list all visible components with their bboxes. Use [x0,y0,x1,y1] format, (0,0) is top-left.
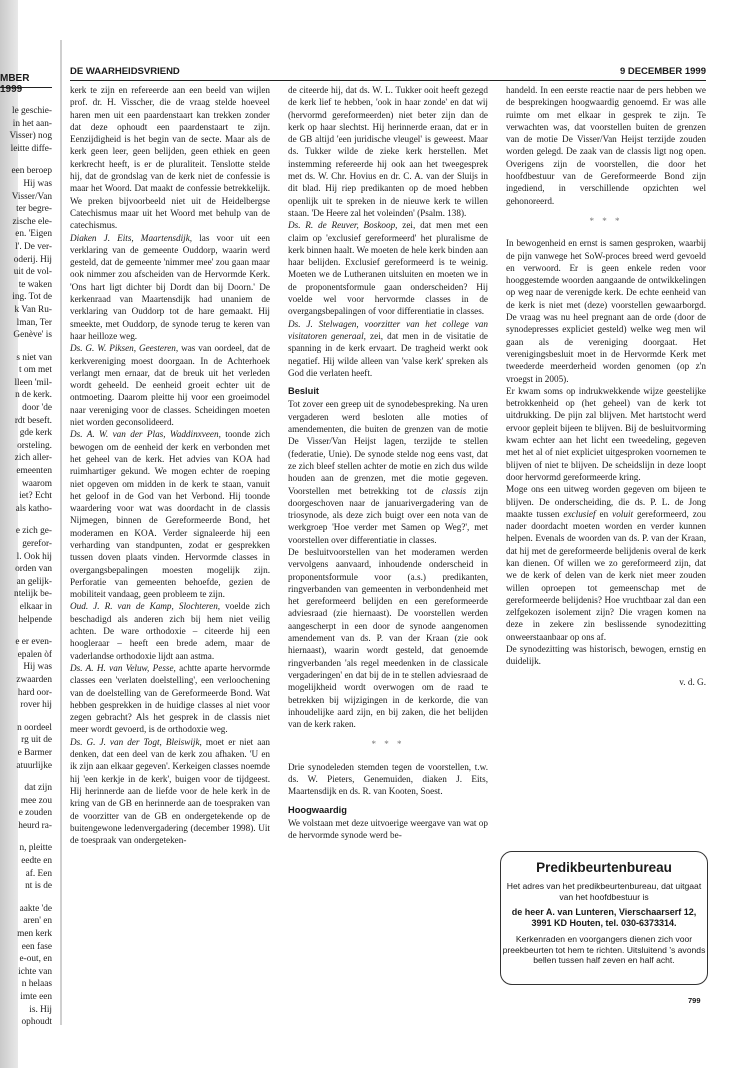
fragment-line: Hij was [23,662,52,673]
fragment-line: gde kerk [19,428,52,439]
paragraph: Ds. A. H. van Veluw, Pesse, achtte aparte hervormde classes een 'verlaten doelstelling', een verloochening van de doelstelling van de Gereformeerde Bond. Wat hebben gesprekken in de huidige classes al niet voor zegen gebracht? Als het gesprek in de classis niet meer wordt gevoerd, is de orthodoxie weg. [70,662,270,735]
paragraph: kerk te zijn en refereerde aan een beeld van wijlen prof. dr. H. Visscher, die de vraag stelde hoeveel haren men uit een paardenstaart kan trekken zonder dat deze ophoudt een paardenstaart te zijn. Eenzijdigheid is het begin van de secte. Maar als de kerk geen leer, geen belijden, geen ethiek en geen kerkrecht heeft, is er de pluraliteit. Tenslotte stelde hij, dat de grondslag van de kerk niet de confessie is maar het Woord. Dat maakt de confessie betrekkelijk. We preken bijvoorbeeld niet uit de Heidelbergse Catechismus maar uit het Woord met behulp van de catechismus. [70,85,270,231]
publication-title: DE WAARHEIDSVRIEND [70,66,180,77]
speaker-name: Ds. G. J. van der Togt, Bleiswijk, [70,736,202,747]
fragment-line: ter begre- [16,204,52,215]
paragraph: Ds. A. W. van der Plas, Waddinxveen, toonde zich bewogen om de eenheid der kerk en verbonden met het geheel van de kerk. Het advies van KOA had ruimhartiger gekund. We mogen echter de roeping niet opgeven om midden in de kerk te staan, vanuit het geloof in de God van het Verbond. Hij toonde waardering voor wat was doordacht in de classis Nijmegen, binnen de Gereformeerde Bond, het moderamen en KOA. Verder signaleerde hij een verharding van standpunten, zodat er gesprekken tussen doven plaats vinden. Hervormde classes in overgangsbepalingen moesten mogelijk zijn. Perforatie van gemeenten behoefde, gezien de mobiliteit vandaag, geen probleem te zijn. [70,429,270,600]
fragment-line: nt is de [25,881,52,892]
section-heading-hoogwaardig: Hoogwaardig [288,804,347,815]
fragment-line: le geschie- [11,106,52,116]
page-gutter [60,40,62,1025]
fragment-line: an gelijk- [16,576,52,587]
notice-address: de heer A. van Lunteren, Vierschaarserf 12, 3991 KD Houten, tel. 030-6373314. [511,907,697,929]
paragraph: Ds. G. W. Piksen, Geesteren, was van oordeel, dat de kerkvereniging moest doorgaan. In de Achterhoek verlangt men ernaar, dat de breuk uit het verleden wordt geheeld. De eenheid groeit echter uit de ontmoeting. Daarom pleitte hij voor een groeimodel naar vereniging voor de classes. Scheidingen moeten niet worden geconsolideerd. [70,343,271,428]
fragment-line: l. Ook hij [16,551,52,562]
fragment-line: e Barmer [17,747,52,758]
paragraph: Ds. R. de Reuver, Boskoop, zei, dat men met een claim op 'exclusief gereformeerd' het pluralisme de kerk binnen haalt. We moeten de hele kerk binden aan haar belijden. Exclusief gereformeerd is te weinig. Moeten we de Lutheranen uitsluiten en moeten we in de proponentsformule gaan onderscheiden? Hij voelde wel voor hervormde classes in de overgangsbepalingen of voor differentiatie in classes. [288,220,488,317]
fragment-line: door 'de [22,403,52,414]
fragment-line: s niet van [16,352,52,363]
fragment-line: rdt beseft. [14,415,52,426]
fragment-line: l'. De ver- [15,241,52,252]
fragment-line: men kerk [17,929,52,940]
fragment-line: imte een [20,992,52,1002]
fragment-line: orsteling. [17,440,52,451]
fragment-line: k Van Ru- [14,304,52,315]
section-heading-besluit: Besluit [288,386,319,397]
column-3 [506,84,706,688]
paragraph: De synodezitting was historisch, bewogen, ernstig en duidelijk. [506,644,706,667]
speaker-name: Ds. R. de Reuver, Boskoop, [288,220,398,231]
paragraph: In bewogenheid en ernst is samen gesproken, waarbij de pijn vanwege het SoW-proces breed werd gevoeld en verwoord. Er is geen enkele reden voor hooggestemde woorden aangaande de ontwikkelingen op weg naar de verenigde kerk. De echte eenheid van de kerk is niet met (deze) voorstellen gewaarborgd. De vraag was nu heel pregnant aan de orde (door de synodepresses expliciet gesteld) welke weg men wil gaan als de vereniging doorgaat. Het verenigingsbesluit moet in de Hervormde Kerk met tweederde meerderheid worden genomen (op z'n vroegst in 2005). [506,238,706,384]
fragment-line: ing. Tot de [12,292,52,303]
fragment-line: lleen 'mil- [14,377,52,388]
speaker-name: Ds. A. W. van der Plas, Waddinxveen, [70,429,221,440]
column-2 [288,84,488,842]
previous-page-fragment [0,40,52,1028]
fragment-line: zwaarden [16,674,52,685]
speaker-name: Ds. A. H. van Veluw, Pesse, [70,662,176,673]
author-signature: v. d. G. [679,676,706,687]
section-divider: * * * [371,739,405,750]
fragment-line: n oordeel [17,722,52,733]
fragment-line: helpende [18,614,52,625]
fragment-line: Visser) nog [9,131,52,142]
fragment-line: heurd ra- [18,820,52,831]
fragment-line: e zich ge- [15,526,52,537]
fragment-line: emeenten [16,466,52,477]
paragraph: Oud. J. R. van de Kamp, Slochteren, voelde zich beschadigd als anderen zich bij hem niet veilig achten. De ware orthodoxie – citeerde hij een hoogleraar – heeft een brede adem, maar de vaderlandse orthodoxie lijdt aan astma. [70,601,270,661]
fragment-line: een beroep [11,166,52,177]
fragment-line: orden van [15,564,52,575]
fragment-line: als katho- [15,503,52,514]
fragment-line: een fase [21,941,52,952]
speaker-name: Diaken J. Eits, Maartensdijk, [70,232,193,243]
fragment-line: is. Hij [29,1004,52,1015]
fragment-line: rg uit de [21,735,52,746]
paragraph: Diaken J. Eits, Maartensdijk, las voor uit een verklaring van de gemeente Ouddorp, waarin werd gesteld, dat de gemeente 'nimmer mee' zou gaan maar ook nimmer zou afscheiden van de Hervormde Kerk. 'Ons hart ligt dichter bij Dordt dan bij Doorn.' De kerkenraad van Maartensdijk had unaniem de verklaring van Ouddorp tot de hare gemaakt. Hij smeekte, met Ouddorp, de synode terug te keren van haar heilloze weg. [70,232,270,341]
fragment-line: dat zijn [24,783,52,794]
fragment-line: aren' en [23,916,52,927]
fragment-line: ichte van [18,966,52,977]
fragment-line: e-out, en [19,954,52,965]
fragment-line: n, pleitte [19,843,52,854]
fragment-line: aakte 'de [19,903,52,914]
fragment-line: iet? Echt [19,491,52,502]
fragment-line: elkaar in [19,601,52,612]
fragment-line: zich aller- [14,453,52,464]
page-number: 799 [688,996,701,1005]
running-header [70,66,706,81]
paragraph: handeld. In een eerste reactie naar de pers hebben we de besprekingen hoogwaardig genoemd. Er was alle ruimte om met elkaar in gesprek te zijn. Te verwachten was, dat voorstellen buiten de grenzen van de motie De Visser/Van Heijst terzijde zouden worden gelegd. De zaak van de classis ligt nog open. Overigens zijn de voorstellen, die door het hoofdbestuur van de Gereformeerde Bond zijn ingediend, in verschillende opzichten wel gehonoreerd. [506,85,706,206]
predikbeurtenbureau-notice [500,851,708,985]
paragraph: Ds. J. Stelwagen, voorzitter van het college van visitatoren generaal, zei, dat men in de visitatie de spanning in de kerk ervaart. De tragheid werkt ook negatief. Hij wilde alleen van 'valse kerk' spreken als God die verlaten heeft. [288,318,489,378]
paragraph: Moge ons een uitweg worden gegeven om bijeen te blijven. De onderscheiding, die ds. P. L. de Jong maakte tussen exclusief en voluit gereformeerd, zou nader doordacht moeten worden en verder kunnen helpen. Evenals de woorden van ds. P. van der Kraan, dat hij met de gereformeerde belijdenis overal de kerk kan dienen. Of willen we zo gereformeerd zijn, dat we de kerk of delen van de kerk niet meer zouden willen oproepen tot gemeenschap met de gereformeerde belijdenis? Hoe vruchtbaar zal dan een zelfgekozen isolement zijn? Die vragen komen na deze in zekere zin beslissende synodezitting onweerstaanbaar op ons af. [506,484,707,642]
fragment-line: Hij was [23,178,52,189]
notice-title: Predikbeurtenbureau [536,860,672,875]
fragment-line: oderij. Hij [13,254,52,265]
fragment-line: n de kerk. [15,390,52,401]
fragment-line: en. 'Eigen [15,229,52,240]
previous-page-header: MBER 1999 [0,73,52,88]
fragment-line: e zouden [18,808,52,819]
fragment-line: atuurlijke [16,760,52,771]
fragment-line: hard oor- [17,687,52,698]
column-1 [70,84,270,846]
fragment-line: te waken [18,279,52,290]
fragment-line: epalen òf [17,649,52,660]
fragment-line: Genève' is [13,330,52,341]
fragment-line: rover hij [20,700,52,711]
fragment-line: waarom [22,478,52,489]
previous-page-text [0,105,52,1029]
notice-intro: Het adres van het predikbeurtenbureau, dat uitgaat van het hoofdbestuur is [506,881,702,902]
fragment-line: e er even- [15,637,52,648]
paragraph: De besluitvoorstellen van het moderamen werden vervolgens aanvaard, inhoudende onderscheid in proponentsformule voor (a.s.) predikanten, ringverbanden van gemeenten in verbondenheid met het gereformeerd belijden en een gereformeerde adviesraad (zie hiernaast). De voorstellen werden aangescherpt in een door de synode aangenomen amendement van ds. P. van der Kraan (zie ook hiernaast), waarin wordt gesteld, dat genoemde ringverbanden 'als regel meedenken in de classicale vergaderingen' en dat bij de in te stellen adviesraad de mogelijkheid wordt overwogen om de raad te betrekken bij wijzigingen in de kerkorde, die van inhoudelijke aard zijn, en bij zaken, die het belijden van de kerk raken. [288,546,488,730]
paragraph: Er kwam soms op indrukwekkende wijze geestelijke betrokkenheid op (het geheel) van de kerk tot uitdrukking. De pijn zal blijven. Met hartstocht werd ervoor gepleit bijeen te blijven. Bij de besluitvorming kwam echter aan het licht een tweedeling, gegeven met het al of niet expliciet uitgesproken voornemen te blijven of niet te blijven. De scheidslijn in deze loopt door hervormd gereformeerde kring. [506,385,706,482]
fragment-line: eedte en [21,856,52,867]
fragment-line: mee zou [20,795,52,806]
fragment-line: ntelijk be- [14,589,52,600]
fragment-line: n helaas [21,979,52,990]
paragraph: We volstaan met deze uitvoerige weergave van wat op de hervormde synode werd be- [288,817,488,841]
fragment-line: zische ele- [12,216,52,227]
fragment-line: lman, Ter [16,317,52,328]
fragment-line: gerefor- [22,539,52,549]
speaker-name: Ds. G. W. Piksen, Geesteren, [70,343,179,354]
speaker-name: Oud. J. R. van de Kamp, Slochteren, [70,601,221,612]
fragment-line: leitte diffe- [10,143,52,154]
paragraph: Ds. G. J. van der Togt, Bleiswijk, moet er niet aan denken, dat een deel van de kerk zou afhaken. 'U en ik zijn aan elkaar gegeven'. Kerkeigen classes noemde hij 'een kerkje in de kerk', buigen voor de tijdgeest. Hij herinnerde aan de liefde voor de hele kerk in de kring van de GB en herinnerde aan de toespraken van de voorzitter van de GB en ondergetekende op de buitengewone ledenvergadering (december 1998). Uit de toespraak van ondergeteken- [70,736,270,846]
paragraph: de citeerde hij, dat ds. W. L. Tukker ooit heeft gezegd de kerk lief te hebben, 'ook in haar zonde' en dat wij (hervormd gereformeerden) niet beter zijn dan de kerk op haar slechtst. Hij herinnerde eraan, dat er in de GB altijd 'een juridische vleugel' is geweest. Maar ds. Tukker wilde de zieke kerk herstellen. Met instemming refereerde hij ook aan het tweegesprek met ds. W. Chr. Hovius en dr. C. A. van der Sluijs in dit blad. Hij riep predikanten op de moed hebben openlijk uit te spreken in de nieuwe kerk te willen staan. 'De Heere zal het voleinden' (Psalm. 138). [288,85,488,218]
section-divider: * * * [589,215,623,226]
fragment-line: Visser/Van [11,191,52,202]
fragment-line: uit de vol- [13,267,52,278]
paragraph: Drie synodeleden stemden tegen de voorstellen, t.w. ds. W. Pieters, Genemuiden, diaken J. Eits, Maartensdijk en ds. R. van Kooten, Soest. [288,761,488,797]
fragment-line: t om met [18,365,52,376]
fragment-line: ophoudt [21,1017,52,1028]
paragraph: Tot zover een greep uit de synodebespreking. Na uren vergaderen werd besloten alle moties of amendementen, die buiten de grenzen van de motie De Visser/Van Heijst lagen, terzijde te stellen (federatie, Unie). De synode stelde nog eens vast, dat ze zich bleef stellen achter de motie en zich dus wilde houden aan de grenzen, met die motie gegeven. Voorstellen met betrekking tot de classis zijn doorgeschoven naar de januarivergadering van de triosynode, als deze zich buigt over een nota van de werkgroep 'Hoe verder met Samen op Weg?', met voorstellen over differentiatie in classes. [288,399,488,545]
issue-date: 9 DECEMBER 1999 [619,66,706,77]
fragment-line: in het aan- [12,118,52,129]
notice-instructions: Kerkenraden en voorgangers dienen zich voor preekbeurten tot hem te richten. Uitsluitend 's avonds bellen tussen half zeven en half acht. [502,934,706,966]
speaker-name: Ds. J. Stelwagen, voorzitter van het college van visitatoren generaal, [288,318,488,341]
fragment-line: af. Een [25,868,52,879]
